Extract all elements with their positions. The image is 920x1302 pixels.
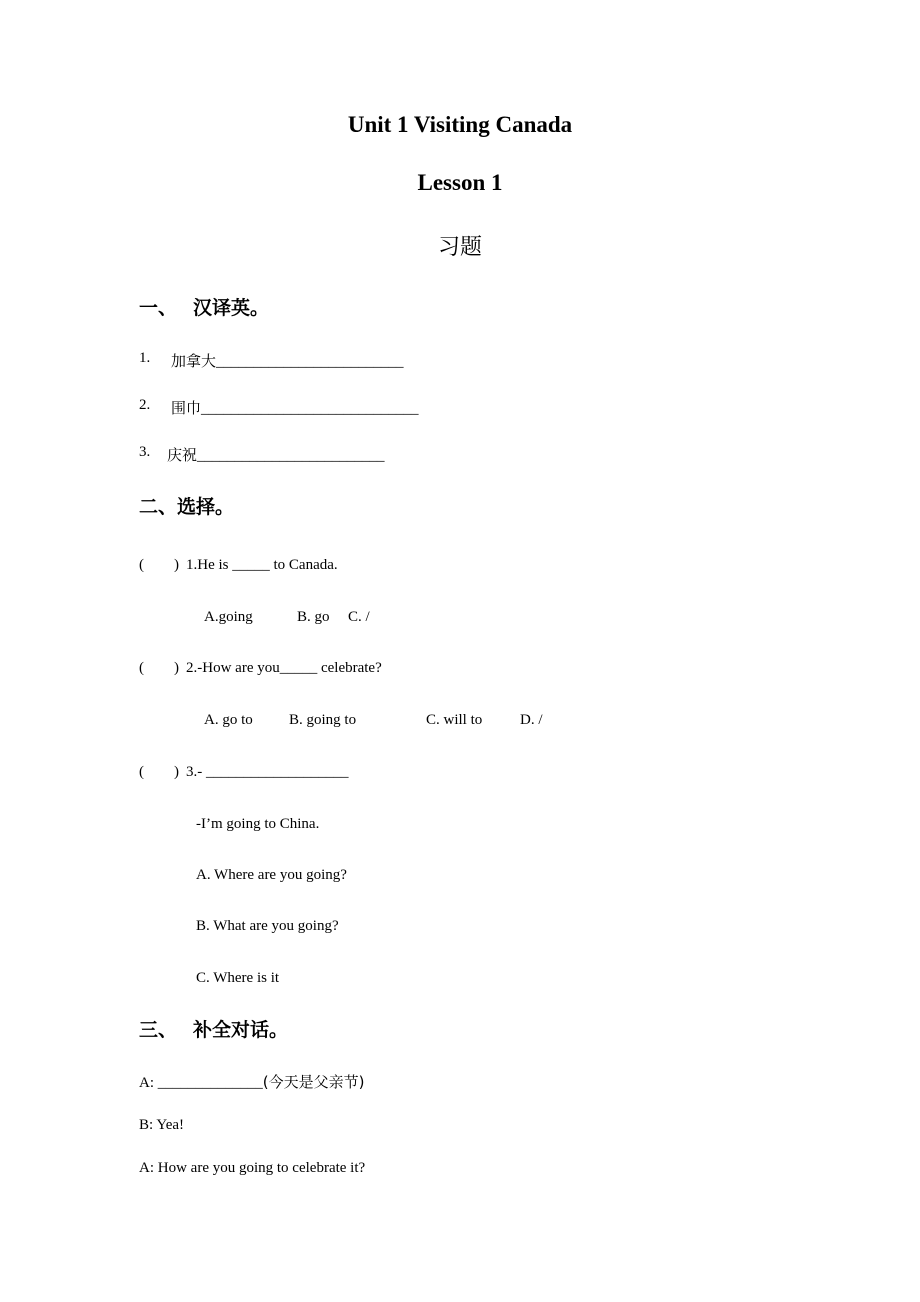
choice-1-option-a[interactable]: A.going xyxy=(204,609,253,625)
question-3-number: 3. xyxy=(139,444,151,460)
dialogue-text-a-2: How are you going to celebrate it? xyxy=(157,1160,366,1176)
question-2-line xyxy=(171,397,419,418)
question-1-blank[interactable]: _________________________ xyxy=(216,354,404,370)
choice-2-option-b[interactable]: B. going to xyxy=(289,712,357,728)
dialogue-line-1 xyxy=(139,1071,364,1092)
question-1-line xyxy=(171,350,404,371)
choice-3-response: -I’m going to China. xyxy=(196,816,320,832)
section-3-heading: 补全对话。 xyxy=(193,1019,289,1041)
section-1-heading: 汉译英。 xyxy=(193,297,270,319)
section-1-number: 一、 xyxy=(139,297,178,319)
choice-3-option-a[interactable]: A. Where are you going? xyxy=(196,867,347,883)
dialogue-line-2 xyxy=(139,1117,184,1134)
dialogue-hint: (今天是父亲节) xyxy=(262,1073,365,1091)
exercise-subtitle: 习题 xyxy=(437,235,482,260)
question-2-blank[interactable]: _____________________________ xyxy=(201,401,419,417)
choice-3-option-b[interactable]: B. What are you going? xyxy=(196,918,339,934)
dialogue-line-3 xyxy=(139,1160,365,1177)
choice-3-option-c[interactable]: C. Where is it xyxy=(196,970,280,986)
dialogue-speaker-b: B: xyxy=(139,1117,154,1133)
choice-2-option-c[interactable]: C. will to xyxy=(426,712,483,728)
question-2-number: 2. xyxy=(139,397,151,413)
choice-2-paren[interactable]: ( ) xyxy=(139,660,179,676)
question-1-number: 1. xyxy=(139,350,151,366)
dialogue-blank[interactable]: ______________ xyxy=(157,1075,263,1091)
question-2-prompt: 围巾 xyxy=(171,399,202,417)
question-1-prompt: 加拿大 xyxy=(171,352,217,370)
section-2-heading: 二、选择。 xyxy=(139,496,235,518)
choice-1-stem: 1.He is _____ to Canada. xyxy=(186,557,338,573)
lesson-title: Lesson 1 xyxy=(417,170,503,195)
choice-2-option-a[interactable]: A. go to xyxy=(204,712,253,728)
question-3-prompt: 庆祝 xyxy=(167,446,198,464)
choice-1-option-c[interactable]: C. / xyxy=(348,609,370,625)
question-3-line xyxy=(167,444,385,465)
choice-2-stem: 2.-How are you_____ celebrate? xyxy=(186,660,382,676)
choice-1-paren[interactable]: ( ) xyxy=(139,557,179,573)
dialogue-speaker-a-2: A: xyxy=(139,1160,154,1176)
choice-3-stem: 3.- ___________________ xyxy=(186,764,349,780)
choice-1-option-b[interactable]: B. go xyxy=(297,609,330,625)
document-title: Unit 1 Visiting Canada xyxy=(347,112,573,137)
section-3-number: 三、 xyxy=(139,1019,178,1041)
question-3-blank[interactable]: _________________________ xyxy=(197,448,385,464)
choice-2-option-d[interactable]: D. / xyxy=(520,712,543,728)
choice-3-paren[interactable]: ( ) xyxy=(139,764,179,780)
dialogue-speaker-a: A: xyxy=(139,1075,154,1091)
dialogue-text-b: Yea! xyxy=(156,1117,185,1133)
